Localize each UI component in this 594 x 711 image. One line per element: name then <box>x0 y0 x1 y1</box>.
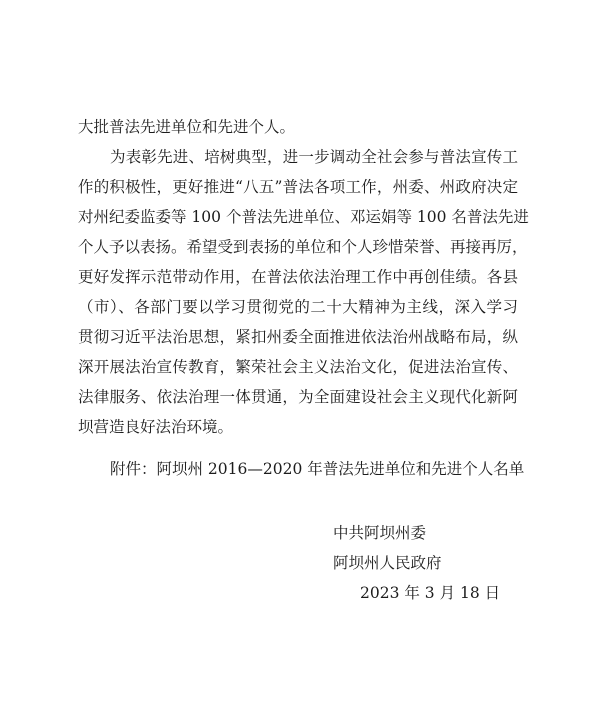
body-line-2: 为表彰先进、培树典型，进一步调动全社会参与普法宣传工 <box>110 148 518 166</box>
body-line-9: 深开展法治宣传教育，繁荣社会主义法治文化，促进法治宣传、 <box>78 358 518 376</box>
body-line-11: 坝营造良好法治环境。 <box>78 418 234 436</box>
signature-org-2: 阿坝州人民政府 <box>333 554 442 572</box>
body-line-3: 作的积极性，更好推进“八五”普法各项工作，州委、州政府决定 <box>78 178 518 196</box>
body-line-4: 对州纪委监委等 100 个普法先进单位、邓运娟等 100 名普法先进 <box>78 208 529 226</box>
body-line-6: 更好发挥示范带动作用，在普法依法治理工作中再创佳绩。各县 <box>78 268 518 286</box>
signature-org-1: 中共阿坝州委 <box>333 524 427 542</box>
body-line-7: （市）、各部门要以学习贯彻党的二十大精神为主线，深入学习 <box>78 298 518 316</box>
body-line-10: 法律服务、依法治理一体贯通，为全面建设社会主义现代化新阿 <box>78 388 518 406</box>
attachment-line: 附件：阿坝州 2016—2020 年普法先进单位和先进个人名单 <box>110 460 525 478</box>
body-line-1: 大批普法先进单位和先进个人。 <box>78 118 296 136</box>
body-line-8: 贯彻习近平法治思想，紧扣州委全面推进依法治州战略布局，纵 <box>78 328 518 346</box>
body-line-5: 个人予以表扬。希望受到表扬的单位和个人珍惜荣誉、再接再厉， <box>78 238 528 256</box>
signature-date: 2023 年 3 月 18 日 <box>360 584 501 602</box>
